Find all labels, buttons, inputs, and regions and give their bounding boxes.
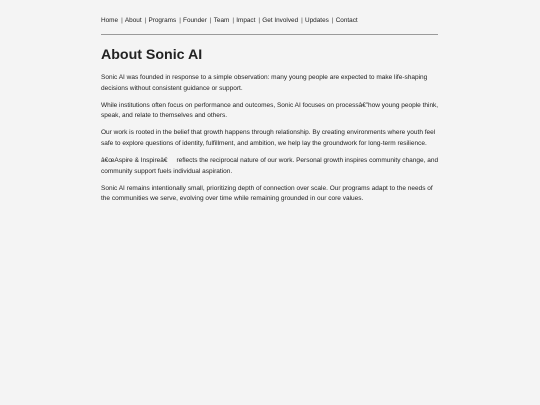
nav-separator: | (258, 17, 261, 24)
about-paragraph-3: Our work is rooted in the belief that growth happens through relationship. By creating environments where youth feel safe to explore questions of identity, fulfillment, and ambition, we help lay the groundwork for long-term resilience. (101, 129, 436, 147)
nav-separator: | (121, 17, 123, 24)
page-title: About Sonic AI (101, 47, 203, 63)
nav-link-updates[interactable]: Updates (305, 17, 329, 24)
nav-link-programs[interactable]: Programs (148, 17, 177, 24)
nav-separator: | (331, 17, 334, 24)
nav-separator: | (179, 17, 181, 24)
header-divider (101, 34, 438, 35)
nav-link-get-involved[interactable]: Get Involved (262, 17, 299, 24)
nav-link-home[interactable]: Home (101, 17, 119, 24)
main-content (101, 46, 443, 205)
nav-separator: | (301, 17, 303, 24)
nav-link-about[interactable]: About (124, 17, 142, 24)
about-paragraph-5: Sonic AI remains intentionally small, prioritizing depth of connection over scale. Our programs adapt to the needs of the communities we serve, evolving over time while remaining grounded in our core values. (101, 184, 433, 203)
nav-separator: | (232, 17, 235, 24)
nav-link-team[interactable]: Team (213, 17, 230, 24)
about-paragraph-4: â€œAspire & Inspireâ€ reflects the reciprocal nature of our work. Personal growth inspires community change, and community support fuels individual aspiration. (101, 157, 439, 175)
nav-separator: | (209, 17, 212, 24)
nav-link-contact[interactable]: Contact (335, 17, 358, 24)
top-nav (101, 17, 438, 25)
about-paragraph-2: While institutions often focus on performance and outcomes, Sonic AI focuses on processâ€”how young people think, speak, and relate to themselves and others. (101, 101, 439, 120)
nav-link-founder[interactable]: Founder (183, 17, 207, 24)
nav-separator: | (144, 17, 147, 24)
about-paragraph-1: Sonic AI was founded in response to a simple observation: many young people are expected to make life-shaping decisions without consistent guidance or support. (101, 74, 428, 92)
nav-link-impact[interactable]: Impact (236, 17, 256, 24)
